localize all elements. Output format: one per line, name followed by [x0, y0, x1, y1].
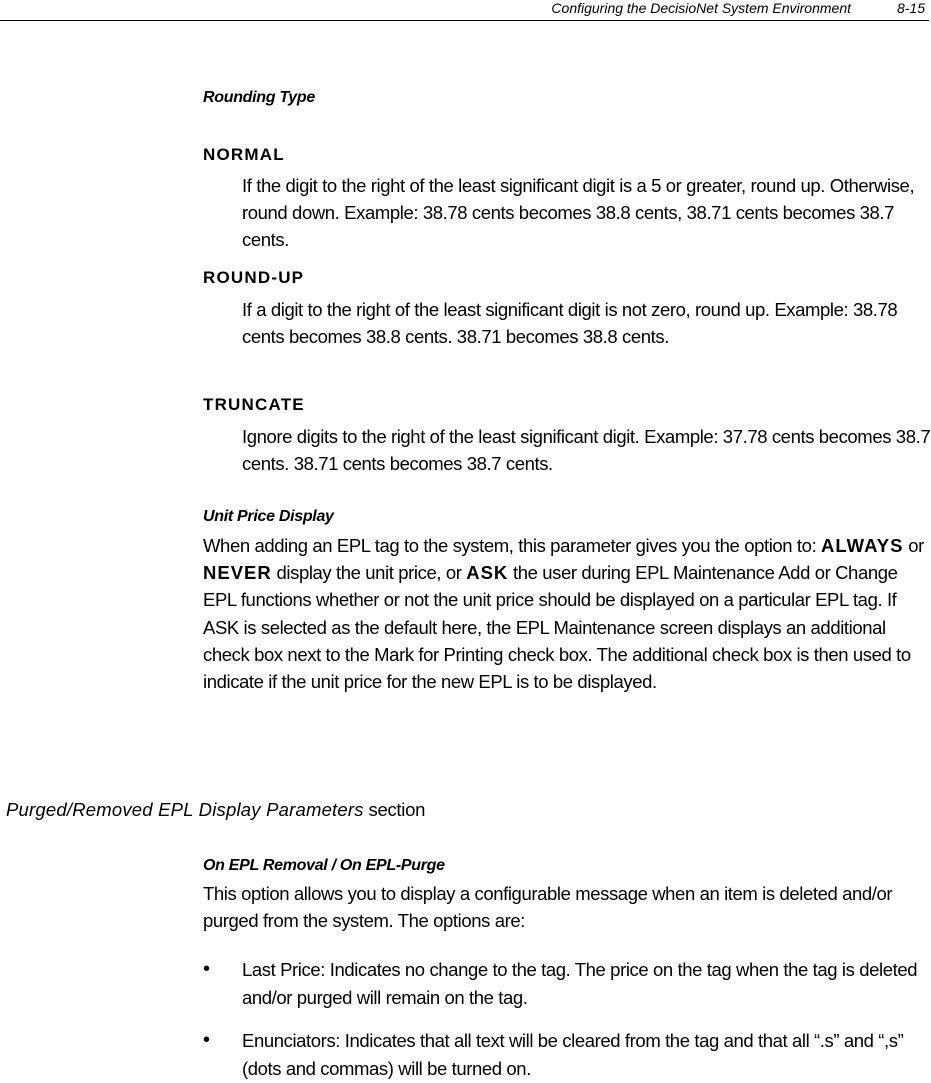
- definition-normal: If the digit to the right of the least significant digit is a 5 or greater, round up. Otherwise, round down. Example: 38.78 cents becomes 38.8 cents, 38.71 cents becomes 38.7 cents.: [242, 175, 915, 250]
- purged-section-suffix: section: [363, 799, 426, 820]
- term-normal: NORMAL: [203, 145, 285, 164]
- unit-price-display-paragraph: [203, 532, 931, 695]
- term-truncate: TRUNCATE: [203, 395, 305, 414]
- header-title: Configuring the DecisioNet System Environment: [551, 0, 851, 16]
- unit-price-text-3: display the unit price, or: [271, 562, 467, 584]
- bullet-last-price: Last Price: Indicates no change to the tag. The price on the tag when the tag is deleted and/or purged will remain on the tag.: [242, 959, 918, 1008]
- term-round-up: ROUND-UP: [203, 268, 305, 287]
- purged-section-heading: [6, 799, 425, 821]
- bullet-enunciators: Enunciators: Indicates that all text will be cleared from the tag and that all “.s” and “,s” (dots and commas) will be turned on.: [242, 1030, 904, 1079]
- option-always: ALWAYS: [821, 535, 904, 556]
- purged-section-name: Purged/Removed EPL Display Parameters: [6, 799, 364, 820]
- definition-round-up: If a digit to the right of the least significant digit is not zero, round up. Example: 38.78 cents becomes 38.8 cents. 38.71 becomes 38.8 cents.: [242, 299, 898, 347]
- option-ask: ASK: [466, 562, 509, 584]
- unit-price-display-heading: Unit Price Display: [203, 508, 334, 525]
- unit-price-text-4: the user during EPL Maintenance Add or Change EPL functions whether or not the unit price should be displayed on a particular EPL tag. If ASK is selected as the default here, the EPL Maintenance screen displays an additional check box next to the Mark for Printing check box. The additional check box is then used to indicate if the unit price for the new EPL is to be displayed.: [203, 562, 911, 693]
- unit-price-text-1: When adding an EPL tag to the system, this parameter gives you the option to:: [203, 535, 822, 556]
- page-number: 8-15: [896, 0, 925, 16]
- page-header: [0, 0, 929, 21]
- unit-price-text-2: or: [903, 535, 924, 556]
- definition-truncate: Ignore digits to the right of the least significant digit. Example: 37.78 cents becomes 38.7 cents. 38.71 cents becomes 38.7 cents.: [242, 426, 931, 474]
- epl-removal-intro: This option allows you to display a configurable message when an item is deleted and/or purged from the system. The options are:: [203, 883, 893, 932]
- option-never: NEVER: [203, 562, 272, 584]
- bullet-marker: •: [203, 1029, 211, 1051]
- rounding-type-heading: Rounding Type: [203, 89, 315, 106]
- epl-removal-heading: On EPL Removal / On EPL-Purge: [203, 857, 445, 874]
- bullet-marker: •: [203, 958, 211, 980]
